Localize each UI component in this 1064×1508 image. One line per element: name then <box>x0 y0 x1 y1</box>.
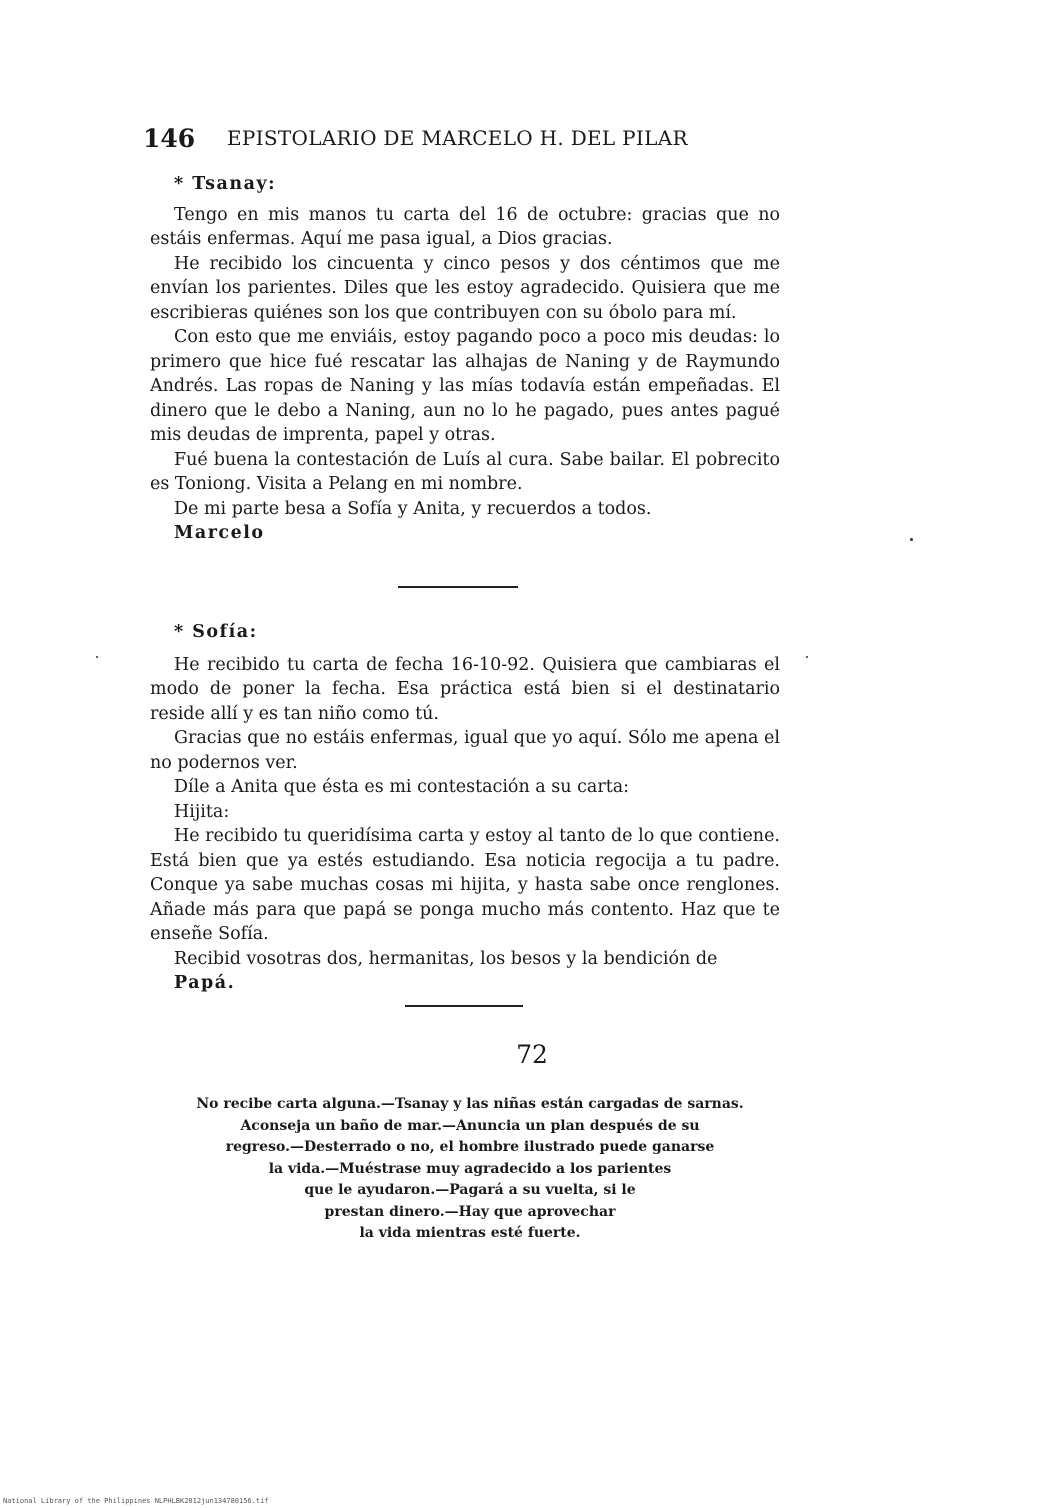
letter-paragraph: He recibido tu queridísima carta y estoy al tanto de lo que contiene. Está bien que ya estés estudiando. Esa noticia regocija a tu padre. Conque ya sabe muchas cosas mi hijita, y hasta sabe once renglones. Añade más para que papá se ponga mucho más contento. Haz que te enseñe Sofía. <box>150 826 780 944</box>
scan-speck <box>96 656 98 658</box>
letter-salutation: * Sofía: <box>174 622 258 642</box>
summary-line: No recibe carta alguna.—Tsanay y las niñas están cargadas de sarnas. <box>196 1096 744 1112</box>
summary-line: regreso.—Desterrado o no, el hombre ilustrado puede ganarse <box>225 1139 715 1155</box>
summary-line: Aconseja un baño de mar.—Anuncia un plan después de su <box>240 1117 700 1134</box>
page-number: 146 <box>143 124 196 153</box>
letter-paragraph: Fué buena la contestación de Luís al cura. Sabe bailar. El pobrecito es Tonіong. Visita a Pelang en mi nombre. <box>150 449 780 494</box>
letter-signature: Papá. <box>174 973 236 993</box>
letter-paragraph: Recibid vosotras dos, hermanitas, los besos y la bendición de <box>174 948 718 969</box>
summary-line: prestan dinero.—Hay que aprovechar <box>324 1203 616 1220</box>
letter-paragraph: He recibido los cincuenta y cinco pesos y dos céntimos que me envían los parientes. Diles que les estoy agradecido. Quisiera que me escribieras quiénes son los que contribuyen con su óbolo para mí. <box>150 253 780 323</box>
letter-paragraph: Con esto que me enviáis, estoy pagando poco a poco mis deudas: lo primero que hice fué rescatar las alhajas de Naning y de Raymundo Andrés. Las ropas de Naning y las mías todavía están empeñadas. El dinero que le debo a Naning, aun no lo he pagado, pues antes pagué mis deudas de imprenta, papel y otras. <box>150 327 780 445</box>
letter-summary <box>160 1094 780 1245</box>
section-divider <box>398 586 518 588</box>
scan-credit: National Library of the Philippines NLPHLBK2012jun134780156.tif <box>3 1497 269 1505</box>
section-divider <box>405 1005 523 1007</box>
letter-to-sofia <box>150 620 780 996</box>
scan-speck <box>806 656 808 658</box>
summary-line: la vida.—Muéstrase muy agradecido a los parientes <box>268 1160 672 1177</box>
letter-salutation: * Tsanay: <box>174 174 277 194</box>
summary-line: que le ayudaron.—Pagará a su vuelta, si le <box>304 1182 636 1198</box>
letter-paragraph: Gracias que no estáis enfermas, igual que yo aquí. Sólo me apena el no podernos ver. <box>150 728 780 773</box>
letter-to-tsanay <box>150 172 780 546</box>
summary-line: la vida mientras esté fuerte. <box>359 1225 581 1241</box>
scan-speck <box>910 538 913 541</box>
letter-paragraph: Hijita: <box>174 801 230 822</box>
letter-paragraph: He recibido tu carta de fecha 16-10-92. Quisiera que cambiaras el modo de poner la fecha. Esa práctica está bien si el destinatario reside allí y es tan niño como tú. <box>150 654 780 724</box>
running-title: EPISTOLARIO DE MARCELO H. DEL PILAR <box>227 126 688 150</box>
letter-signature: Marcelo <box>174 523 265 543</box>
letter-paragraph: De mi parte besa a Sofía y Anita, y recuerdos a todos. <box>174 498 652 519</box>
letter-paragraph: Tengo en mis manos tu carta del 16 de octubre: gracias que no estáis enfermas. Aquí me pasa igual, a Dios gracias. <box>150 204 780 249</box>
page-header <box>143 124 763 160</box>
letter-paragraph: Díle a Anita que ésta es mi contestación a su carta: <box>174 777 630 797</box>
letter-number-heading: 72 <box>516 1040 548 1069</box>
